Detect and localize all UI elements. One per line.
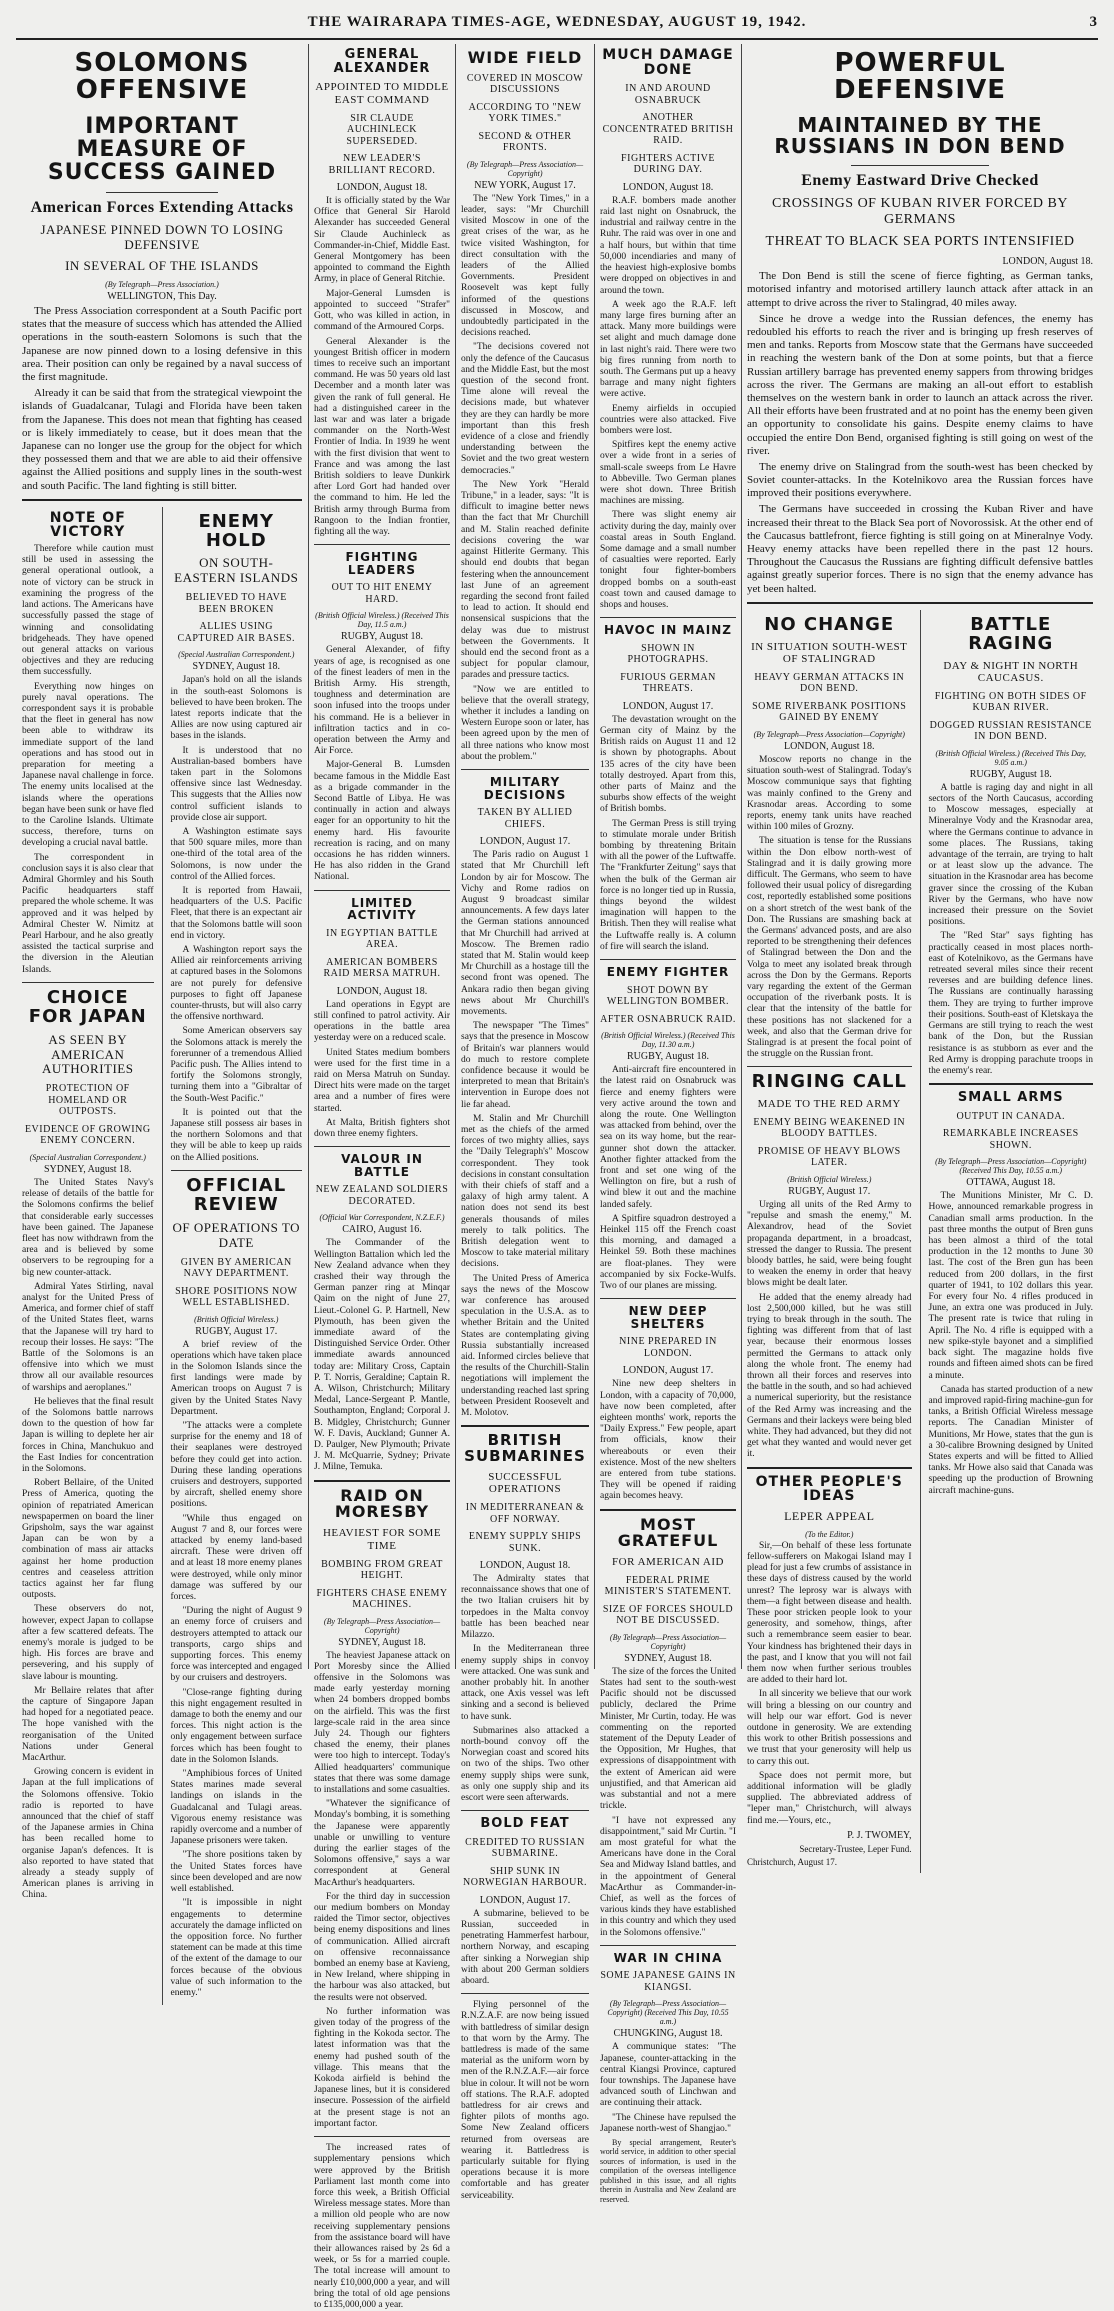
article-solomons-offensive [22, 50, 302, 493]
dateline: LONDON, August 18. [336, 985, 428, 997]
subheadline: CREDITED TO RUSSIAN SUBMARINE. [465, 1836, 585, 1860]
dateline: LONDON, August 17. [479, 836, 571, 848]
paragraph: General Alexander is the youngest British officer in modern times to receive such an important command. He was 50 years old last December and a month later was given the rank of full general. He had a distinguished career in the last war and was later a brigade commander on the North-West Frontier of India. In 1939 he went with the first division that went to France and was among the last British soldiers to leave Dunkirk after Lord Gort had handed over the command to him. He led the British army through Burma from Rangoon to the Indian frontier, fighting all the way. [314, 336, 450, 537]
rule [461, 1993, 589, 1994]
subheadline: SHOT DOWN BY WELLINGTON BOMBER. [606, 984, 730, 1008]
byline: (By Telegraph—Press Association—Copyright) [753, 729, 905, 739]
paragraph: Admiral Yates Stirling, naval analyst for the United Press of America, and former chief of staff of the United States fleet, warns that the Japanese will try hard to recoup their losses. He says: "The Battle of the Solomons is an offensive into which we must throw all our available resources of warships and aeroplanes." [22, 1281, 154, 1393]
paragraph: The Press Association correspondent at a South Pacific port states that the measure of success which has attended the Allied operations in the south-eastern Solomons is such that the Japanese are now pinned down to a losing defensive in this area. Their position can only be regained by a naval success of the first magnitude. [22, 305, 302, 384]
subheadline: IN AND AROUND OSNABRUCK [625, 83, 711, 106]
article-wide-field [461, 50, 589, 763]
subheadline: BELIEVED TO HAVE BEEN BROKEN [185, 592, 287, 615]
headline: BATTLE RAGING [968, 613, 1054, 654]
paragraph: A battle is raging day and night in all sectors of the North Caucasus, according to Moscow messages, especially at Mineralnye Vody and the Krasnodar area, where the Germans continue to advance in some places. The Russians, taking advantage of the terrain, are trying to halt or at least slow up the advance. The situation in the Krasnodar area has become graver since the crossing of the Kuban River by the Germans, who have now increased their pressure on the Soviet positions. [928, 782, 1093, 928]
dateline: CHUNGKING, August 18. [613, 2028, 723, 2040]
headline: RAID ON MORESBY [334, 1485, 430, 1522]
subheadline: SOME RIVERBANK POSITIONS GAINED BY ENEMY [752, 700, 907, 724]
subheadline: SUCCESSFUL OPERATIONS [488, 1470, 562, 1496]
article-new-deep-shelters [600, 1305, 736, 1502]
subheadline: SHIP SUNK IN NORWEGIAN HARBOUR. [463, 1865, 587, 1889]
article-ringing-call [747, 1073, 912, 1460]
dateline: RUGBY, August 18. [340, 631, 424, 643]
subheadline: GIVEN BY AMERICAN NAVY DEPARTMENT. [180, 1256, 292, 1280]
paragraph: Major-General Lumsden is appointed to succeed "Strafer" Gott, who was killed in action, in command of the Armoured Corps. [314, 288, 450, 333]
headline: OTHER PEOPLE'S IDEAS [755, 1473, 903, 1505]
paragraph: "While thus engaged on August 7 and 8, our forces were attacked by enemy land-based aircraft. These were driven off and at least 18 more enemy planes were destroyed, while only minor damage was suffered by our forces. [170, 1513, 302, 1603]
subheadline: SECOND & OTHER FRONTS. [478, 130, 572, 154]
paragraph: It is understood that no Australian-based bombers have taken part in the Solomons offensive since last Wednesday. This suggests that the Allies now control sufficient islands to provide close air support. [170, 745, 302, 823]
rule [600, 1509, 736, 1511]
paragraph: Some American observers say the Solomons attack is merely the forerunner of a tremendous Allied Pacific push. The Allies intend to fortify the Solomons strongly, turning them into a "Gibraltar of the South-West Pacific." [170, 1026, 302, 1104]
paragraph: These observers do not, however, expect Japan to collapse after a few scattered defeats. The enemy's morale is judged to be high. His forces are brave and persevering, and his supply of slave labour is mounting. [22, 1604, 154, 1682]
subheadline: COVERED IN MOSCOW DISCUSSIONS [466, 72, 584, 96]
paragraph: For the third day in succession our medium bombers on Monday raided the Timor sector, objectives being enemy dispositions and lines of communication. Allied aircraft on offensive reconnaissance bombed an enemy base at Kavieng, in New Ireland, where shipping in the harbour was also attacked, but the results were not observed. [314, 1891, 450, 2003]
paragraph: Urging all units of the Red Army to "repulse and smash the enemy," M. Alexandrov, head of the Soviet propaganda department, in a broadcast, stressed the danger to Russia. The present bloody battles, he said, were being fought to weaken the enemy in order that heavy blows might be dealt later. [747, 1199, 912, 1289]
paragraph: The Germans have succeeded in crossing the Kuban River and have increased their threat to the Black Sea port of Novorossisk. At the other end of the Caucasus battlefront, fierce fighting is still going on at Mineralnye Vody. Heavy enemy attacks have been repelled there in the past 12 hours. Throughout the Caucasus the Russians are fighting difficult defensive battles against greatly superior forces. There is no sign that the enemy advance has yet been halted. [747, 503, 1093, 595]
subheadline: IN SITUATION SOUTH-WEST OF STALINGRAD [751, 640, 908, 666]
headline: BOLD FEAT [480, 1816, 570, 1832]
paragraph: "The attacks were a complete surprise for the enemy and 18 of their seaplanes were destroyed before they could get into action. During these landing operations cruisers and destroyers, supported by aircraft, shelled enemy shore positions. [170, 1420, 302, 1510]
subheadline: THREAT TO BLACK SEA PORTS INTENSIFIED [765, 234, 1075, 250]
paragraph: The Paris radio on August 1 stated that Mr Churchill left London by air for Moscow. The Vichy and Rome radios on August 9 broadcast similar announcements. A few days later the German stations announced that Mr Churchill had arrived at Moscow. The Bremen radio stated that M. Stalin would keep Mr Churchill as a hostage till the second front was opened. The Ankara radio then began giving news about Mr Churchill's movements. [461, 850, 589, 1017]
article-british-submarines [461, 1433, 589, 1804]
paragraph: It is officially stated by the War Office that General Sir Harold Alexander has succeeded General Sir Claude Auchinleck as Commander-in-Chief, Middle East. General Montgomery has been appointed to command the Eighth Army, in place of General Ritchie. [314, 196, 450, 285]
paragraph: The Munitions Minister, Mr C. D. Howe, announced remarkable progress in Canadian small arms production. In the past three months the output of Bren guns has been almost a third of the total production in the 12 months to June 30 last. The cost of the Bren gun has been reduced from 200 dollars, in the first quarter of 1941, to 102 dollars this year. For every four No. 4 rifles produced in June, an extra one was produced in July. The present rate is twice that ruling in April. The No. 4 rifle is equipped with a new spike-style bayonet and a simplified back sight. The magazine holds five rounds and fifteen aimed shots can be fired a minute. [928, 1191, 1093, 1381]
byline: (By Telegraph—Press Association—Copyright) [609, 1632, 727, 1651]
subheadline: ENEMY SUPPLY SHIPS SUNK. [468, 1531, 582, 1554]
rule [929, 1083, 1094, 1085]
column-2 [314, 44, 450, 2310]
rule [461, 769, 589, 770]
rule [600, 959, 736, 960]
paragraph: "I have not expressed any disappointment," said Mr Curtin. "I am most grateful for what the Americans have done in the Coral Sea and Midway Island battles, and in the appointment of General MacArthur as Commander-in-Chief, as well as the forces of various kinds they have established in this country and which they used in the Solomons offensive." [600, 1815, 736, 1938]
subheadline: IN EGYPTIAN BATTLE AREA. [326, 927, 438, 951]
headline: IMPORTANT MEASURE OF SUCCESS GAINED [47, 113, 277, 185]
paragraph: Already it can be said that from the strategical viewpoint the islands of Guadalcanar, Tulagi and Florida have been taken from the Japanese. This does not mean that fighting has ceased or is likely immediately to cease, but it does mean that the Japanese can no longer use the group for the object for which they possessed them and that we are able to aid their offensive against the Allied positions and supply lines in the south-west and south Pacific. The land fighting is still bitter. [22, 387, 302, 492]
paragraph: United States medium bombers were used for the first time in a raid on Mersa Matruh on Sunday. Direct hits were made on the target area and a number of fires were started. [314, 1047, 450, 1114]
paragraph: A week ago the R.A.F. left many large fires burning after an attack. Many more buildings were set alight and much damage done in last night's raid. There were two big fires running from north to south. The Germans put up a heavy barrage and many night fighters were active. [600, 299, 736, 400]
paragraph: Flying personnel of the R.N.Z.A.F. are now being issued with battledress of similar design to that worn by the Army. The battledress is made of the same material as the uniform worn by men of the R.N.Z.A.F.—air force blue in colour. It will not be worn off stations. The R.A.F. adopted battledress for air crews and fighter pilots of months ago. Some New Zealand officers returned from overseas are wearing it. Battledress is particularly suitable for flying operations because it is more comfortable and has greater serviceability. [461, 2000, 589, 2201]
headline: FIGHTING LEADERS [345, 550, 419, 577]
byline: (British Official Wireless.) (Received This Day, 9.05 a.m.) [935, 748, 1087, 767]
headline: LIMITED ACTIVITY [347, 895, 417, 923]
subheadline: OUT TO HIT ENEMY HARD. [331, 582, 433, 605]
rule [461, 1810, 589, 1811]
paragraph: The enemy drive on Stalingrad from the south-west has been checked by Soviet counter-attacks. In the Kotelnikovo area the Russian forces have improved their positions everywhere. [747, 460, 1093, 500]
paragraph: At Malta, British fighters shot down three enemy fighters. [314, 1117, 450, 1140]
byline: (British Official Wireless.) (Received This Day, 11.30 a.m.) [601, 1031, 735, 1050]
article-other-peoples-ideas [747, 1475, 912, 1867]
paragraph: In all sincerity we believe that our work will bring a blessing on our country and will help our war effort. God is never outdone in generosity. We are extending this work to other British possessions and we trust that your generosity will help us to carry this out. [747, 1689, 912, 1767]
headline: WAR IN CHINA [613, 1950, 723, 1965]
subheadline: HEAVY GERMAN ATTACKS IN DON BEND. [754, 671, 905, 695]
article-raid-on-moresby [314, 1485, 450, 2311]
paragraph: The newspaper "The Times" says that the presence in Moscow of Britain's war planners would do much to restore complete confidence because it would be interpreted to mean that Britain's intervention in Europe does not lie far ahead. [461, 1021, 589, 1110]
subcolumn-divider [920, 610, 921, 1873]
paragraph: "Now we are entitled to believe that the overall strategy, whether it includes a landing on Western Europe soon or later, has been agreed upon by the men of all three nations who know most about the problem." [461, 684, 589, 762]
subheadline: NEW LEADER'S BRILLIANT RECORD. [328, 153, 436, 176]
paragraph: "Amphibious forces of United States marines made several landings on islands in the Guadalcanal and Tulagi areas. Vigorous enemy resistance was rapidly overcome and a number of Japanese prisoners were taken. [170, 1769, 302, 1847]
paragraph: The German Press is still trying to stimulate morale under British bombing by threatening Britain with all the power of the Luftwaffe. The "Frankfurter Zeitung" says that when the bulk of the German air force is no longer tied up in Russia, things beyond the wildest imagination will happen to the British. Then they will realise what the Luftwaffe really is. A column of fire will search the island. [600, 818, 736, 952]
paragraph: There was slight enemy air activity during the day, mainly over coastal areas in South England. Some damage and a small number of casualties were reported. Early tonight four fighter-bombers dropped bombs on a south-east coast town and caused damage to shops and houses. [600, 510, 736, 610]
paragraph: Canada has started production of a new and improved rapid-firing machine-gun for tanks, a British Official Wireless message reports. The Canadian Minister of Munitions, Mr Howe, states that the gun is a 30-calibre Browning designed by United States experts and will be fitted to Allied tanks. Mr Howe also said that Canada was speeding up the production of Browning aircraft machine-guns. [928, 1384, 1093, 1496]
paragraph: "Close-range fighting during this night engagement resulted in damage to both the enemy and our forces. This night action is the only engagement between surface forces which has been fought to date in the Solomon Islands. [170, 1687, 302, 1765]
paragraph: Spitfires kept the enemy active over a wide front in a series of small-scale sweeps from Le Havre to Abbeville. Two German planes were shot down. Three British machines are missing. [600, 440, 736, 507]
paragraph: "The shore positions taken by the United States forces have since been developed and are now well established. [170, 1850, 302, 1895]
paragraph: The New York "Herald Tribune," in a leader, says: "It is difficult to imagine better news than the fact that Mr Churchill and M. Stalin reached definite decisions covering the war against Hitlerite Germany. This should end doubts that began festering when the announcement last June of an agreement regarding the second front failed to lead to action. It should end nonsensical suspicions that the delay was due to mistrust between the Governments. It should end the second front as a subject for popular clamour, parades and pressure tactics. [461, 479, 589, 681]
paragraph: A submarine, believed to be Russian, succeeded in penetrating Hammerfest harbour, northern Norway, and escaping after sinking a Norwegian ship with about 200 German soldiers aboard. [461, 1908, 589, 1986]
column-divider [308, 44, 309, 1669]
signature: P. J. TWOMEY, [847, 1829, 912, 1841]
banner-headline: POWERFUL DEFENSIVE [834, 48, 1006, 106]
paragraph: A communique states: "The Japanese, counter-attacking in the central Kiangsi Province, captured four townships. The Japanese have advanced south of Linchwan and are continuing their attack. [600, 2042, 736, 2109]
paragraph: The situation is tense for the Russians within the Don elbow north-west of Stalingrad and it is daily growing more difficult. The Germans, who seem to have followed their usual policy of disregarding cost, reportedly established some positions on a short stretch of the west bank of the Don. The Russians are smashing back at the Germans' advanced posts, and are also reported to be strengthening their defences of Stalingrad between the Don and the Volga to meet any isolated break through across the Don by the Germans. Reports vary regarding the extent of the German occupation of the riverbank posts. It is clear that the intensity of the battle for these positions has not slackened for a week, and also that the German drive for Stalingrad is at present the focal point of the struggle on the Russian front. [747, 836, 912, 1060]
dateline: RUGBY, August 17. [788, 1185, 871, 1197]
subheadline: ALLIES USING CAPTURED AIR BASES. [177, 621, 296, 644]
article-most-grateful [600, 1514, 736, 1939]
paragraph: The devastation wrought on the German city of Mainz by the British raids on August 11 and 12 is shown by photographs. About 135 acres of the city have been totally destroyed. Apart from this, other parts of Mainz and the suburbs show effects of the weight of British bombs. [600, 714, 736, 815]
rule [314, 1480, 450, 1482]
subheadline: Enemy Eastward Drive Checked [801, 171, 1039, 189]
subheadline: SIR CLAUDE AUCHINLECK SUPERSEDED. [346, 112, 418, 147]
paragraph: Therefore while caution must still be used in assessing the general operational outlook, a note of victory can be struck in examining the progress of the land actions. The Americans have successfully passed the stage of winning and consolidating bridgeheads. They have opened out general attacks on various objectives and they are reducing them successfully. [22, 544, 154, 678]
rule [314, 1146, 450, 1147]
article-small-arms [929, 1091, 1094, 1497]
article-havoc-in-mainz [600, 624, 736, 953]
subheadline: FOR AMERICAN AID [612, 1556, 724, 1569]
subheadline: SIZE OF FORCES SHOULD NOT BE DISCUSSED. [602, 1603, 734, 1627]
article-note-of-victory [22, 511, 154, 976]
subheadline: FIGHTERS CHASE ENEMY MACHINES. [316, 1587, 448, 1611]
paragraph: It is reported from Hawaii, headquarters of the U.S. Pacific Fleet, that there is an expectant air that the Solomons battle will soon end in victory. [170, 886, 302, 941]
paragraph: The "New York Times," in a leader, says: "Mr Churchill visited Moscow in one of the great crises of the war, as he twice visited Washington, for direct consultation with the leaders of the Allied Governments. President Roosevelt was kept fully informed of the questions discussed in Moscow, and undoubtedly participated in the decisions reached. [461, 193, 589, 339]
paragraph: Japan's hold on all the islands in the south-east Solomons is believed to have been broken. The latest reports indicate that the Allies are now using captured air bases in the islands. [170, 675, 302, 742]
dateline: LONDON, August 17. [622, 700, 714, 712]
byline: (British Official Wireless.) (Received This Day, 11.5 a.m.) [315, 611, 449, 630]
column-solomons [22, 44, 302, 1998]
article-enemy-fighter [600, 966, 736, 1292]
subheadline: TAKEN BY ALLIED CHIEFS. [477, 807, 573, 830]
paragraph: No further information was given today of the progress of the fighting in the Kokoda sector. The latest information was that the enemy had pushed south of the village. This means that the Kokoda airfield is behind the Japanese lines, but it is considered insecure. Possession of the airfield at the present stage is not an important factor. [314, 2006, 450, 2129]
column-divider [594, 44, 595, 1669]
dateline: RUGBY, August 18. [969, 768, 1052, 780]
dateline: SYDNEY, August 18. [338, 1636, 426, 1648]
masthead-rule [16, 38, 1098, 40]
paragraph: "Whatever the significance of Monday's bombing, it is something the Japanese were apparently unable or unwilling to venture during the earlier stages of the Solomons offensive," says a war correspondent at General MacArthur's headquarters. [314, 1799, 450, 1888]
subheadline: BOMBING FROM GREAT HEIGHT. [321, 1558, 443, 1582]
headline: NOTE OF VICTORY [49, 509, 126, 541]
paragraph: "The decisions covered not only the defence of the Caucasus and the Middle East, but the most question of the second front. Time alone will reveal the decisions made, but whatever they are they can hardly be more important than this fresh evidence of a close and friendly understanding between the Soviet and the two great western democracies." [461, 342, 589, 476]
notice: By special arrangement, Reuter's world service, in addition to other special sources of information, is used in the compilation of the overseas intelligence published in this issue, and all rights therein in Australia and New Zealand are reserved. [600, 2137, 736, 2204]
paragraph: The Admiralty states that reconnaissance shows that one of the two Italian cruisers hit by torpedoes in the Malta convoy battle has been beached near Milazzo. [461, 1574, 589, 1641]
rule [747, 602, 1093, 604]
byline: (Special Australian Correspondent.) [178, 650, 295, 660]
subheadline: PROTECTION OF HOMELAND OR OUTPOSTS. [45, 1083, 130, 1118]
subheadline: MADE TO THE RED ARMY [757, 1098, 901, 1111]
two-column-split [22, 507, 302, 2005]
subheadline: HEAVIEST FOR SOME TIME [322, 1527, 442, 1552]
subheadline: AS SEEN BY AMERICAN AUTHORITIES [42, 1031, 134, 1077]
dateline: LONDON, August 18. [336, 182, 428, 194]
subheadline: JAPANESE PINNED DOWN TO LOSING DEFENSIVE [40, 222, 284, 253]
paragraph: The Don Bend is still the scene of fierce fighting, as German tanks, motorised infantry and motorised artillery launch attack after attack in an attempt to drive across the river to Stalingrad, 40 miles away. [747, 270, 1093, 309]
paragraph: Growing concern is evident in Japan at the full implications of the Solomons offensive. Tokio radio is reported to have announced that the chief of staff of the Japanese armies in China has been recalled home to organise Japan's defences. It is also reported to have stated that already a steady supply of American planes is arriving in China. [22, 1767, 154, 1901]
dateline: SYDNEY, August 18. [192, 661, 281, 673]
signature-title: Secretary-Trustee, Leper Fund. [799, 1843, 912, 1854]
rule [747, 1467, 912, 1469]
paragraph: Space does not permit more, but additional information will be gladly supplied. The abbreviated address of "leper man," Christchurch, will always find me.—Yours, etc., [747, 1770, 912, 1826]
article-war-in-china [600, 1952, 736, 2204]
subcolumn-left [747, 610, 912, 1873]
headline: OFFICIAL REVIEW [186, 1174, 287, 1215]
subheadline: American Forces Extending Attacks [30, 198, 294, 216]
headline: HAVOC IN MAINZ [604, 623, 732, 638]
article-bold-feat [461, 1817, 589, 2202]
paragraph: The "Red Star" says fighting has practically ceased in most places north-east of Kotelnikovo, as the Germans have retreated several miles since their recent reverses and are building defence lines. The Russians are continually harassing them. They are trying to further improve their positions. South-east of Kletskaya the Germans are still trying to reach the west bank of the Don, but the Russian resistance is as stubborn as ever and the Red Army is dropping parachute troops in the enemy's rear. [928, 931, 1093, 1076]
banner-headline: SOLOMONS OFFENSIVE [74, 48, 250, 106]
dateline: WELLINGTON, This Day. [107, 291, 217, 303]
headline: VALOUR IN BATTLE [341, 1152, 423, 1179]
masthead-title: THE WAIRARAPA TIMES-AGE, WEDNESDAY, AUGUST 19, 1942. [307, 14, 807, 30]
byline: (British Official Wireless.) [194, 1314, 279, 1324]
subheadline: AFTER OSNABRUCK RAID. [600, 1013, 736, 1025]
masthead [16, 14, 1098, 36]
subheadline: DAY & NIGHT IN NORTH CAUCASUS. [943, 659, 1079, 685]
subheadline: APPOINTED TO MIDDLE EAST COMMAND [315, 81, 449, 106]
subheadline: NINE PREPARED IN LONDON. [619, 1336, 717, 1359]
paragraph: The increased rates of supplementary pensions which were approved by the British Parliament last month come into force this week, a British Official Wireless message states. More than a million old people who are now receiving supplementary pensions from the assistance board will have their allowances raised by 2s 6d a week, or 5s for a married couple. The total increase will amount to nearly £10,000,000 a year, and will bring the total of old age pensions to £135,000,000 a year. [314, 2143, 450, 2310]
separator [106, 192, 218, 193]
subheadline: PROMISE OF HEAVY BLOWS LATER. [757, 1145, 901, 1169]
paragraph: A brief review of the operations which have taken place in the Solomon Islands since the first landings were made by American troops on August 7 is given by the United States Navy Department. [170, 1339, 302, 1417]
subheadline: ANOTHER CONCENTRATED BRITISH RAID. [602, 112, 734, 147]
paragraph: Nine new deep shelters in London, with a capacity of 70,000, have now been completed, after eighteen months' work, reports the "Daily Express." Few people, apart from officials, know their whereabouts or even their existence. Most of the new shelters are entered from tube stations. They will be opened if raiding again becomes heavy. [600, 1379, 736, 1502]
paragraph: The heaviest Japanese attack on Port Moresby since the Allied offensive in the Solomons was made early yesterday morning when 24 bombers dropped bombs on the airfield. This was the first large-scale raid in the area since July 24. Though our fighters chased the enemy, their planes were too high to intercept. Today's Allied headquarters' communique states that there was some damage to installations and some casualties. [314, 1650, 450, 1795]
column-3 [461, 44, 589, 2201]
column-divider [741, 44, 742, 1669]
subheadline: SHORE POSITIONS NOW WELL ESTABLISHED. [175, 1285, 298, 1309]
paragraph: Since he drove a wedge into the Russian defences, the enemy has redoubled his efforts to reach the river and is bringing up fresh reserves of men and tanks. Reports from Moscow state that the Germans have succeeded in reaching the western bank of the Don at some points, but that a fierce Russian artillery barrage has prevented enemy sappers from throwing bridges across the river. The Germans are making an all-out effort to establish themselves on the western bank in order to launch an attack across the river. All their efforts have been frustrated and at no point has the enemy been given an opportunity to consolidate his gains. Despite enemy claims to have occupied the entire Don Bend, organised fighting is still going on west of the river. [747, 312, 1093, 457]
article-military-decisions [461, 776, 589, 1419]
subheadline: FURIOUS GERMAN THREATS. [620, 671, 716, 695]
subcolumn-right [171, 507, 303, 2005]
headline: MILITARY DECISIONS [483, 774, 567, 802]
dateline: OTTAWA, August 18. [966, 1177, 1056, 1189]
subheadline: IN SEVERAL OF THE ISLANDS [65, 258, 259, 274]
subheadline: SOME JAPANESE GAINS IN KIANGSI. [600, 1970, 736, 1993]
subheadline: IN MEDITERRANEAN & OFF NORWAY. [465, 1502, 585, 1525]
subheadline: OUTPUT IN CANADA. [956, 1110, 1066, 1122]
dateline: SYDNEY, August 18. [43, 1163, 132, 1175]
subheadline: EVIDENCE OF GROWING ENEMY CONCERN. [24, 1123, 151, 1147]
subcolumn-divider [162, 507, 163, 2005]
rule [314, 2136, 450, 2137]
byline: (By Telegraph—Press Association—Copyright) [466, 159, 584, 178]
article-powerful-defensive [747, 50, 1093, 596]
subcolumn-left [22, 507, 154, 2005]
byline: (British Official Wireless.) [787, 1174, 872, 1184]
subheadline: SHOWN IN PHOTOGRAPHS. [627, 642, 709, 666]
article-battle-raging [928, 613, 1094, 1077]
subheadline: FEDERAL PRIME MINISTER'S STATEMENT. [604, 1574, 732, 1598]
paragraph: The United States Navy's release of details of the battle for the Solomons confirms the belief that considerable early successes have been gained. The Japanese fleet has now withdrawn from the area and is believed by some observers to be regrouping for a big new counter-attack. [22, 1177, 154, 1278]
rule [314, 890, 450, 891]
paragraph: The correspondent in conclusion says it is also clear that Admiral Ghormley and his South Pacific headquarters staff prepared the whole scheme. It was approved and it was helped by Admiral Chester W. Nimitz at Pearl Harbour, and he also greatly assisted the tactical surprise and the diversion in the Aleutian Islands. [22, 852, 154, 975]
rule [600, 1945, 736, 1946]
rule [171, 1170, 303, 1171]
paragraph: General Alexander, of fifty years of age, is recognised as one of the finest leaders of men in the British Army. His strength, toughness and determination are soon infused into the troops under his command. He is a believer in infiltration tactics and in co-operation between the Army and Air Force. [314, 645, 450, 757]
headline: ENEMY FIGHTER [606, 965, 730, 980]
rule [22, 499, 302, 501]
headline: NO CHANGE [764, 613, 895, 635]
rule [600, 1298, 736, 1299]
article-much-damage-done [600, 48, 736, 611]
byline: (Special Australian Correspondent.) [29, 1152, 146, 1162]
paragraph: Enemy airfields in occupied countries were also attacked. Five bombers were lost. [600, 403, 736, 436]
paragraph: Robert Bellaire, of the United Press of America, quoting the opinion of repatriated American newspapermen on board the liner Gripsholm, says the war against Japan can be won by a combination of mass air attacks against her home production centres and ceaseless attrition tactics against her far flung outposts. [22, 1478, 154, 1601]
subheadline: ENEMY BEING WEAKENED IN BLOODY BATTLES. [753, 1116, 906, 1140]
dateline: RUGBY, August 17. [195, 1325, 278, 1337]
byline: (Official War Correspondent, N.Z.E.F.) [319, 1213, 445, 1223]
dateline: SYDNEY, August 18. [624, 1652, 712, 1664]
rule [314, 544, 450, 545]
article-choice-for-japan [22, 986, 154, 1902]
paragraph: "It is impossible in night engagements to determine accurately the damage inflicted on the opposition force. No further statement can be made at this time of the extent of the damage to our forces because of the obvious value of such information to the enemy." [170, 1898, 302, 1998]
dateline: LONDON, August 18. [622, 181, 714, 193]
headline: NEW DEEP SHELTERS [628, 1304, 708, 1331]
dateline: LONDON, August 18. [479, 1560, 571, 1572]
rule [22, 982, 154, 983]
headline: MUCH DAMAGE DONE [602, 47, 734, 78]
column-russia [747, 44, 1093, 1867]
headline: MAINTAINED BY THE RUSSIANS IN DON BEND [774, 112, 1066, 158]
subheadline: FIGHTERS ACTIVE DURING DAY. [621, 152, 715, 176]
dateline: LONDON, August 18. [783, 740, 875, 752]
paragraph: "The Chinese have repulsed the Japanese north-west of Shangjao." [600, 2112, 736, 2134]
paragraph: The Commander of the Wellington Battalion which led the New Zealand advance when they crashed their way through the German panzer ring at Minqar Qaim on the night of June 27, Lieut.-Colonel G. P. Hartnell, New Plymouth, has been given the immediate award of the Distinguished Service Order. Other immediate awards announced today are: Military Cross, Captain P. T. Norris, Geraldine; Captain R. A. Wilson, Christchurch; Military Medal, Lance-Sergeant P. Mantle, Southampton, England; Corporal J. B. Midgley, Christchurch; Gunner W. F. Davis, Auckland; Gunner A. D. Paulger, New Plymouth; Private J. M. McQuarrie, Sydney; Private J. Milne, Temuka. [314, 1238, 450, 1473]
dateline: LONDON, August 17. [622, 1365, 714, 1377]
paragraph: A Spitfire squadron destroyed a Heinkel 115 off the French coast this morning, and damaged a Heinkel 59. Both these machines are float-planes. They were accompanied by six Focke-Wulfs. Two of our planes are missing. [600, 1213, 736, 1291]
paragraph: He believes that the final result of the Solomons battle narrows down to the question of how far Japan is willing to deplete her air forces in China, Manchukuo and the East Indies for concentration in the Solomons. [22, 1396, 154, 1474]
headline: RINGING CALL [751, 1071, 907, 1093]
paragraph: Everything now hinges on purely naval operations. The correspondent says it is probable that the fleet in general has now been able to withdraw its immediate support of the land operations and has stood out in preparation for meeting a Japanese naval challenge in force. The enemy units localised at the islands where the operations began have been sunk or have fled to the Caroline Islands. Ultimate success, therefore, turns on developing a crucial naval battle. [22, 681, 154, 849]
to-the-editor: (To the Editor.) [805, 1529, 854, 1539]
separator [851, 165, 989, 166]
rule [600, 617, 736, 618]
paragraph: In the Mediterranean three enemy supply ships in convoy were attacked. One was sunk and another probably hit. In another attack, one Axis vessel was left sinking and a second is believed to have sunk. [461, 1644, 589, 1722]
paragraph: M. Stalin and Mr Churchill met as the chiefs of the armed forces of two mighty allies, says the "Daily Telegraph's" Moscow correspondent. They took decisions in constant consultation with their chiefs of staff and a galaxy of high army talent. A nation does not send its best generals thousands of miles merely to talk politics. The British delegation went to Moscow to take material military decisions. [461, 1113, 589, 1270]
paragraph: Mr Bellaire relates that after the capture of Singapore Japan had hoped for a negotiated peace. The hope vanished with the reorganisation of the United Nations under General MacArthur. [22, 1685, 154, 1764]
two-column-split [747, 610, 1093, 1873]
paragraph: R.A.F. bombers made another raid last night on Osnabruck, the industrial and railway centre in the Ruhr. The raid was over in one and a half hours, but within that time 50,000 incendiaries and many of the heaviest high-explosive bombs were dropped on objectives in and around the town. [600, 195, 736, 296]
article-enemy-hold [170, 510, 303, 1164]
column-4 [600, 44, 736, 2204]
paragraph: He added that the enemy already had lost 2,500,000 killed, but he was still trying to break through in the south. The fighting was different from that of last year, because their enormous losses permitted the Germans to attack only along the whole front. The enemy had thrown all their forces and reserves into the battle in the south, and so had achieved a numerical superiority, but the resistance of the Red Army was increasing and the Germans and their lackeys were being bled white. They had advanced, but they did not get what they wanted and would never get it. [747, 1292, 912, 1460]
headline: GENERAL ALEXANDER [333, 47, 431, 76]
paragraph: "During the night of August 9 an enemy force of cruisers and destroyers attempted to attack our transports, cargo ships and supporting forces. This enemy force was intercepted and engaged by our cruisers and destroyers. [170, 1606, 302, 1684]
dateline: NEW YORK, August 17. [474, 179, 576, 191]
article-general-alexander [314, 48, 450, 538]
byline: (By Telegraph—Press Association—Copyright) (Received This Day, 10.55 a.m.) [935, 1157, 1087, 1176]
subheadline: DOGGED RUSSIAN RESISTANCE IN DON BEND. [929, 719, 1092, 743]
rule [747, 1066, 912, 1067]
article-limited-activity [314, 897, 450, 1141]
subheadline: LEPER APPEAL [784, 1509, 875, 1523]
column-divider [455, 44, 456, 1669]
headline: MOST GRATEFUL [617, 1514, 719, 1551]
paragraph: Land operations in Egypt are still confined to patrol activity. Air operations in the battle area yesterday were on a reduced scale. [314, 999, 450, 1044]
paragraph: Submarines also attacked a north-bound convoy off the Norwegian coast and scored hits on two of the ships. Two other enemy supply ships were sunk, as only one supply ship and its escort were seen afterwards. [461, 1725, 589, 1803]
article-no-change [747, 613, 912, 1061]
headline: ENEMY HOLD [198, 510, 275, 551]
signature-place: Christchurch, August 17. [747, 1856, 837, 1867]
paragraph: The United Press of America says the news of the Moscow war conference has aroused speculation in the U.S.A. as to whether Britain and the United States are contemplating giving Russia substantially increased aid. Informed circles believe that the results of the Churchill-Stalin negotiations will implement the understanding reached last spring between President Roosevelt and M. Molotov. [461, 1273, 589, 1419]
paragraph: A Washington estimate says that 500 square miles, more than one-third of the total area of the Solomons, is now under the control of the Allied forces. [170, 827, 302, 882]
paragraph: It is pointed out that the Japanese still possess air bases in the northern Solomons and that they will be able to keep up raids on the Allied positions. [170, 1107, 302, 1163]
headline: SMALL ARMS [957, 1090, 1064, 1106]
rule [461, 1425, 589, 1427]
paragraph: Anti-aircraft fire encountered in the latest raid on Osnabruck was fierce and enemy fighters were very active around the town and along the route. One Wellington was attacked from behind, over the sea on its way home, but the rear-gunner shot down the attacker. Another fighter attacked from the front and set one wing of the Wellington on fire, but a rush of wind blew it out and the machine landed safely. [600, 1065, 736, 1210]
article-fighting-leaders [314, 551, 450, 883]
subheadline: REMARKABLE INCREASES SHOWN. [942, 1128, 1079, 1151]
headline: CHOICE FOR JAPAN [28, 986, 147, 1027]
paragraph: Sir,—On behalf of these less fortunate fellow-sufferers on Makogai Island may I plead for just a few crumbs of assistance in these days of distress caused by the world unrest? The leprosy war is always with them—a fight between disease and health. These poor stricken people look to your generosity, and somehow, things, after such a remembrance seem easier to bear. Your kindness has brightened their days in the past, and I know that you will not fail them now when further serious troubles are added to their hard lot. [747, 1540, 912, 1686]
page-number: 3 [1089, 14, 1098, 30]
dateline: CAIRO, August 16. [342, 1224, 422, 1236]
subheadline: OF OPERATIONS TO DATE [172, 1219, 300, 1250]
paragraph: Major-General B. Lumsden became famous in the Middle East as a brigade commander in the Second Battle of Libya. He was continually in action and always eager for an opportunity to hit the enemy hard. His favourite recreation is racing, and on many occasions he has ridden winners. He has also ridden in the Grand National. [314, 760, 450, 883]
subheadline: CROSSINGS OF KUBAN RIVER FORCED BY GERMANS [772, 195, 1068, 228]
paragraph: Moscow reports no change in the situation south-west of Stalingrad. Today's Moscow communique says that fighting was mainly confined to the Greny and Krasnodar areas. According to some reports, enemy tank units have reached within 100 miles of Grozny. [747, 754, 912, 833]
byline: (By Telegraph—Press Association—Copyright) (Received This Day, 10.55 a.m.) [607, 1999, 729, 2027]
subheadline: ACCORDING TO "NEW YORK TIMES." [468, 101, 582, 125]
article-official-review [170, 1174, 303, 1999]
subheadline: ON SOUTH-EASTERN ISLANDS [174, 555, 299, 586]
dateline: LONDON, August 18. [1002, 256, 1093, 268]
headline: BRITISH SUBMARINES [464, 1431, 586, 1466]
byline: (By Telegraph—Press Association—Copyright) [323, 1616, 441, 1635]
subheadline: AMERICAN BOMBERS RAID MERSA MATRUH. [323, 956, 441, 980]
headline: WIDE FIELD [467, 48, 583, 67]
subheadline: NEW ZEALAND SOLDIERS DECORATED. [315, 1184, 449, 1207]
subcolumn-right [929, 610, 1094, 1873]
article-valour-in-battle [314, 1153, 450, 1473]
paragraph: A Washington report says the Allied air reinforcements arriving at captured bases in the Solomons are not purely for defensive purposes to fight off Japanese counter-thrusts, but will also carry the offensive northward. [170, 945, 302, 1023]
paragraph: The size of the forces the United States had sent to the south-west Pacific should not be discussed publicly, declared the Prime Minister, Mr Curtin, today. He was commenting on the reported statement of the Deputy Leader of the Opposition, Mr Hughes, that expressions of disappointment with the extent of American aid were unjustified, and that American aid was substantial and not a mere trickle. [600, 1666, 736, 1812]
dateline: LONDON, August 17. [479, 1894, 571, 1906]
subheadline: FIGHTING ON BOTH SIDES OF KUBAN RIVER. [934, 690, 1087, 714]
byline: (By Telegraph—Press Association.) [105, 280, 219, 290]
dateline: RUGBY, August 18. [626, 1051, 710, 1063]
